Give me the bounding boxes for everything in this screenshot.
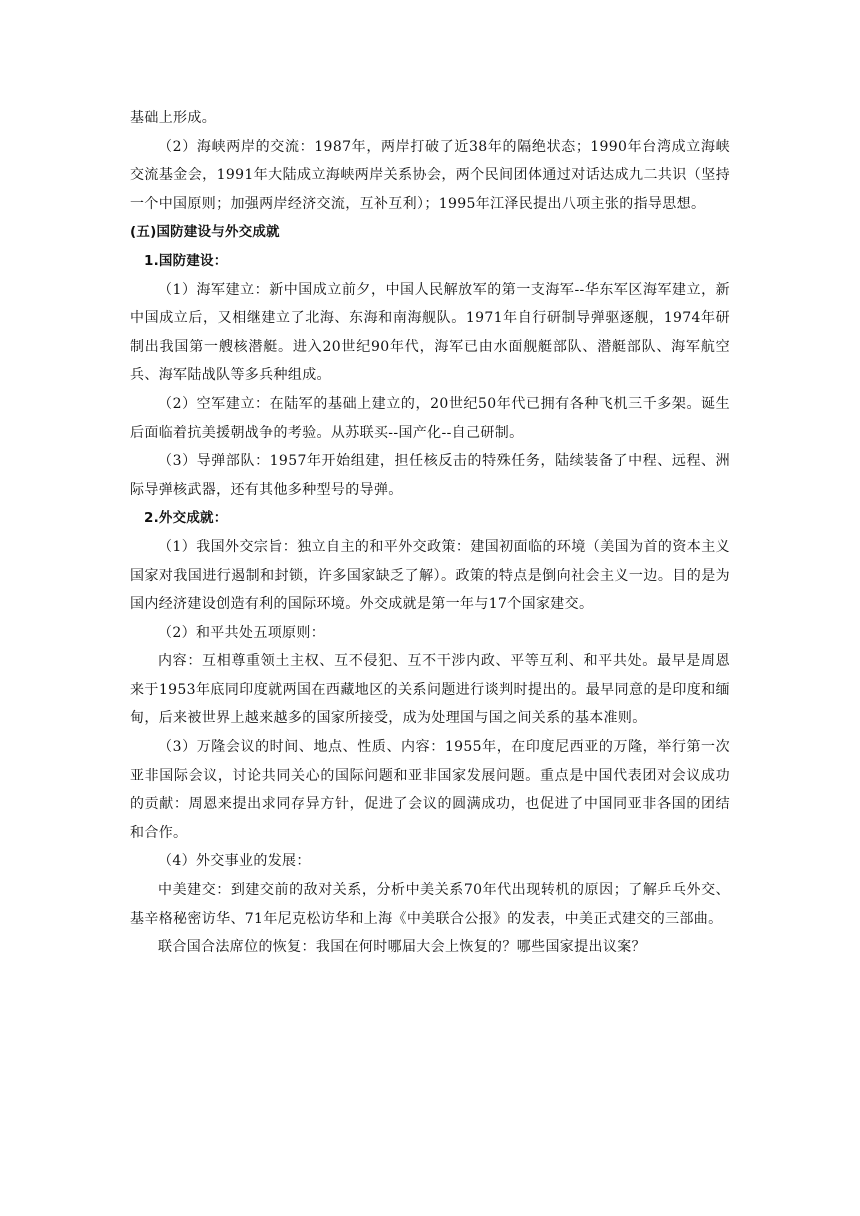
- paragraph-missile-force: （3）导弹部队：1957年开始组建，担任核反击的特殊任务，陆续装备了中程、远程、洲际导弹核武器，还有其他多种型号的导弹。: [130, 453, 730, 498]
- paragraph-five-principles-content: 内容：互相尊重领土主权、互不侵犯、互不干涉内政、平等互利、和平共处。最早是周恩来于1953年底同印度就两国在西藏地区的关系问题进行谈判时提出的。最早同意的是印度和缅甸，后来被世界上越来越多的国家所接受，成为处理国与国之间关系的基本准则。: [130, 653, 730, 727]
- paragraph-foreign-policy: （1）我国外交宗旨：独立自主的和平外交政策：建国初面临的环境（美国为首的资本主义国家对我国进行遏制和封锁，许多国家缺乏了解）。政策的特点是倒向社会主义一边。目的是为国内经济建设创造有利的国际环境。外交成就是第一年与17个国家建交。: [130, 538, 730, 613]
- section-heading-defense-diplomacy: (五)国防建设与外交成就: [130, 224, 280, 241]
- paragraph-five-principles-title: （2）和平共处五项原则：: [158, 624, 326, 641]
- paragraph-air-force: （2）空军建立：在陆军的基础上建立的，20世纪50年代已拥有各种飞机三千多架。诞生后面临着抗美援朝战争的考验。从苏联买--国产化--自己研制。: [130, 395, 730, 441]
- paragraph-continuation: 基础上形成。: [130, 110, 217, 126]
- paragraph-cross-strait-exchange: （2）海峡两岸的交流：1987年，两岸打破了近38年的隔绝状态；1990年台湾成立海峡交流基金会，1991年大陆成立海峡两岸关系协会，两个民间团体通过对话达成九二共识（坚持一个中国原则；加强两岸经济交流，互补互利）；1995年江泽民提出八项主张的指导思想。: [130, 138, 730, 212]
- document-body: [130, 104, 730, 962]
- paragraph-navy: （1）海军建立：新中国成立前夕，中国人民解放军的第一支海军--华东军区海军建立，新中国成立后，又相继建立了北海、东海和南海舰队。1971年自行研制导弹驱逐舰，1974年研制出我国第一艘核潜艇。进入20世纪90年代，海军已由水面舰艇部队、潜艇部队、海军航空兵、海军陆战队等多兵种组成。: [130, 281, 730, 384]
- paragraph-diplomacy-development: （4）外交事业的发展：: [158, 853, 311, 870]
- paragraph-sino-us-relations: 中美建交：到建交前的敌对关系，分析中美关系70年代出现转机的原因；了解乒乓外交、基辛格秘密访华、71年尼克松访华和上海《中美联合公报》的发表，中美正式建交的三部曲。: [130, 882, 730, 927]
- subheading-diplomacy: 2.外交成就：: [144, 510, 228, 527]
- paragraph-un-seat: 联合国合法席位的恢复：我国在何时哪届大会上恢复的？哪些国家提出议案？: [158, 939, 646, 956]
- subheading-defense: 1.国防建设：: [144, 252, 228, 269]
- paragraph-bandung-conference: （3）万隆会议的时间、地点、性质、内容：1955年，在印度尼西亚的万隆，举行第一次亚非国际会议，讨论共同关心的国际问题和亚非国家发展问题。重点是中国代表团对会议成功的贡献：周恩来提出求同存异方针，促进了会议的圆满成功，也促进了中国同亚非各国的团结和合作。: [130, 739, 730, 841]
